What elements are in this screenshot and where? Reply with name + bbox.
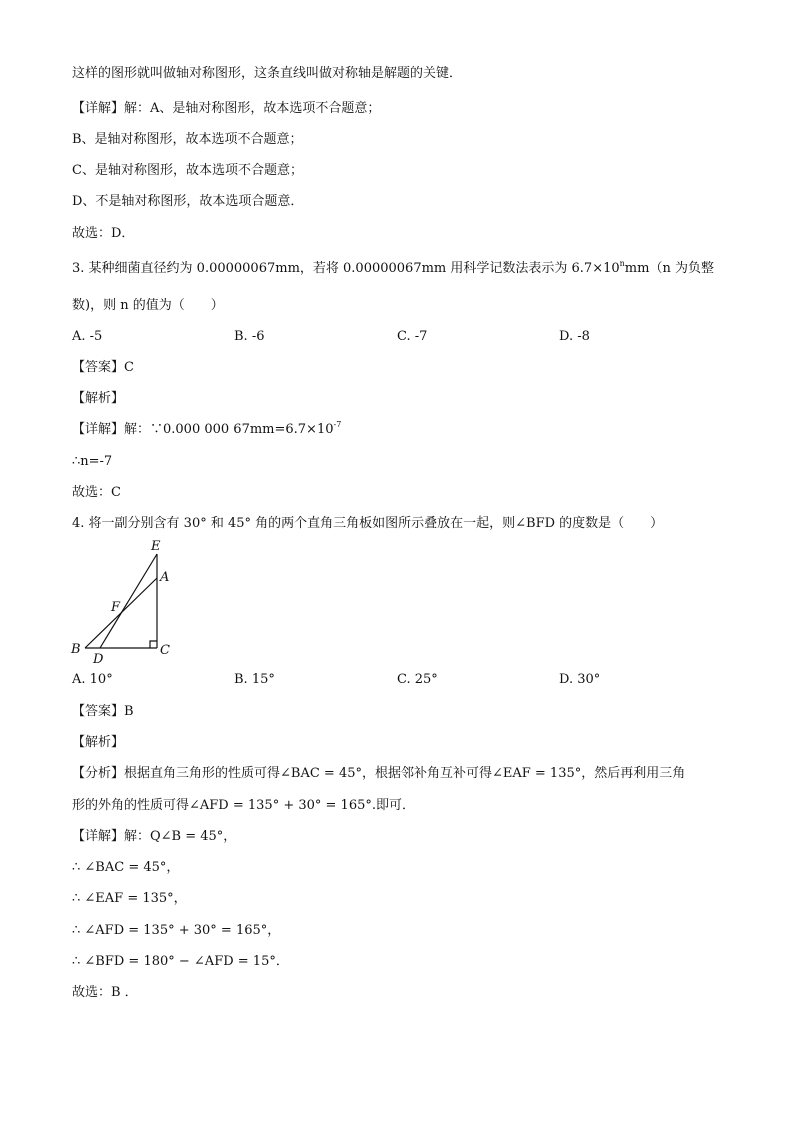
- q4-analysis-heading: 【解析】: [72, 735, 125, 750]
- q3-stem-part-b: mm（n 为负整: [624, 261, 714, 276]
- text-line-6: 故选：D．: [72, 226, 135, 241]
- q3-choice: 故选：C: [72, 485, 121, 500]
- triangle-figure: [66, 536, 186, 668]
- text-line-2: 【详解】解：A、是轴对称图形，故本选项不合题意；: [72, 101, 381, 116]
- q3-therefore: ∴n=-7: [72, 454, 113, 469]
- label-c: C: [160, 643, 170, 658]
- q4-step-4: ∴ ∠AFD = 135° + 30° = 165°，: [72, 923, 281, 938]
- text-line-5: D、不是轴对称图形，故本选项合题意．: [72, 194, 304, 209]
- q3-option-a: A. -5: [72, 329, 103, 344]
- label-f: F: [111, 600, 121, 615]
- label-b: B: [71, 642, 81, 657]
- q4-step-2: ∴ ∠BAC = 45°，: [72, 860, 180, 875]
- text-line-4: C、是轴对称图形，故本选项不合题意；: [72, 163, 303, 178]
- q4-option-a: A. 10°: [72, 672, 113, 687]
- label-e: E: [151, 539, 161, 554]
- q4-option-b: B. 15°: [234, 672, 275, 687]
- q4-answer: 【答案】B: [72, 704, 134, 719]
- q4-option-d: D. 30°: [559, 672, 601, 687]
- text-line-3: B、是轴对称图形，故本选项不合题意；: [72, 132, 303, 147]
- q3-answer: 【答案】C: [72, 360, 134, 375]
- q4-fenxi-line-1: 【分析】根据直角三角形的性质可得∠BAC = 45°，根据邻补角互补可得∠EAF = 135°，然后再利用三角: [72, 766, 686, 781]
- q4-option-c: C. 25°: [397, 672, 438, 687]
- text-line-1: 这样的图形就叫做轴对称图形，这条直线叫做对称轴是解题的关键．: [72, 66, 463, 81]
- q3-option-b: B. -6: [234, 329, 265, 344]
- q3-stem-line-1: [72, 260, 714, 278]
- q4-step-5: ∴ ∠BFD = 180° − ∠AFD = 15°．: [72, 954, 289, 969]
- q3-analysis-heading: 【解析】: [72, 391, 125, 406]
- q4-stem: 4. 将一副分别含有 30° 和 45° 角的两个直角三角板如图所示叠放在一起，则∠BFD 的度数是（ ）: [72, 516, 664, 531]
- q3-stem-exponent: n: [619, 259, 625, 268]
- q3-stem-line-2: 数)，则 n 的值为（ ）: [72, 298, 224, 313]
- q4-step-3: ∴ ∠EAF = 135°，: [72, 891, 187, 906]
- q3-option-d: D. -8: [559, 329, 590, 344]
- q3-option-c: C. -7: [397, 329, 428, 344]
- label-a: A: [160, 570, 170, 585]
- right-angle-mark: [150, 641, 157, 648]
- q4-step-1: 【详解】解：Q∠B = 45°，: [72, 829, 237, 844]
- q3-detail-text: 【详解】解：∵0.000 000 67mm=6.7×10: [72, 422, 334, 437]
- q3-detail-exponent: -7: [333, 420, 342, 429]
- q3-stem-part-a: 3. 某种细菌直径约为 0.00000067mm，若将 0.00000067mm 用科学记数法表示为 6.7×10: [72, 261, 620, 276]
- q4-fenxi-line-2: 形的外角的性质可得∠AFD = 135° + 30° = 165°.即可．: [72, 798, 415, 813]
- q3-detail: [72, 421, 341, 439]
- label-d: D: [93, 652, 104, 667]
- q4-choice: 故选：B ．: [72, 985, 138, 1000]
- edge-ed: [100, 554, 157, 648]
